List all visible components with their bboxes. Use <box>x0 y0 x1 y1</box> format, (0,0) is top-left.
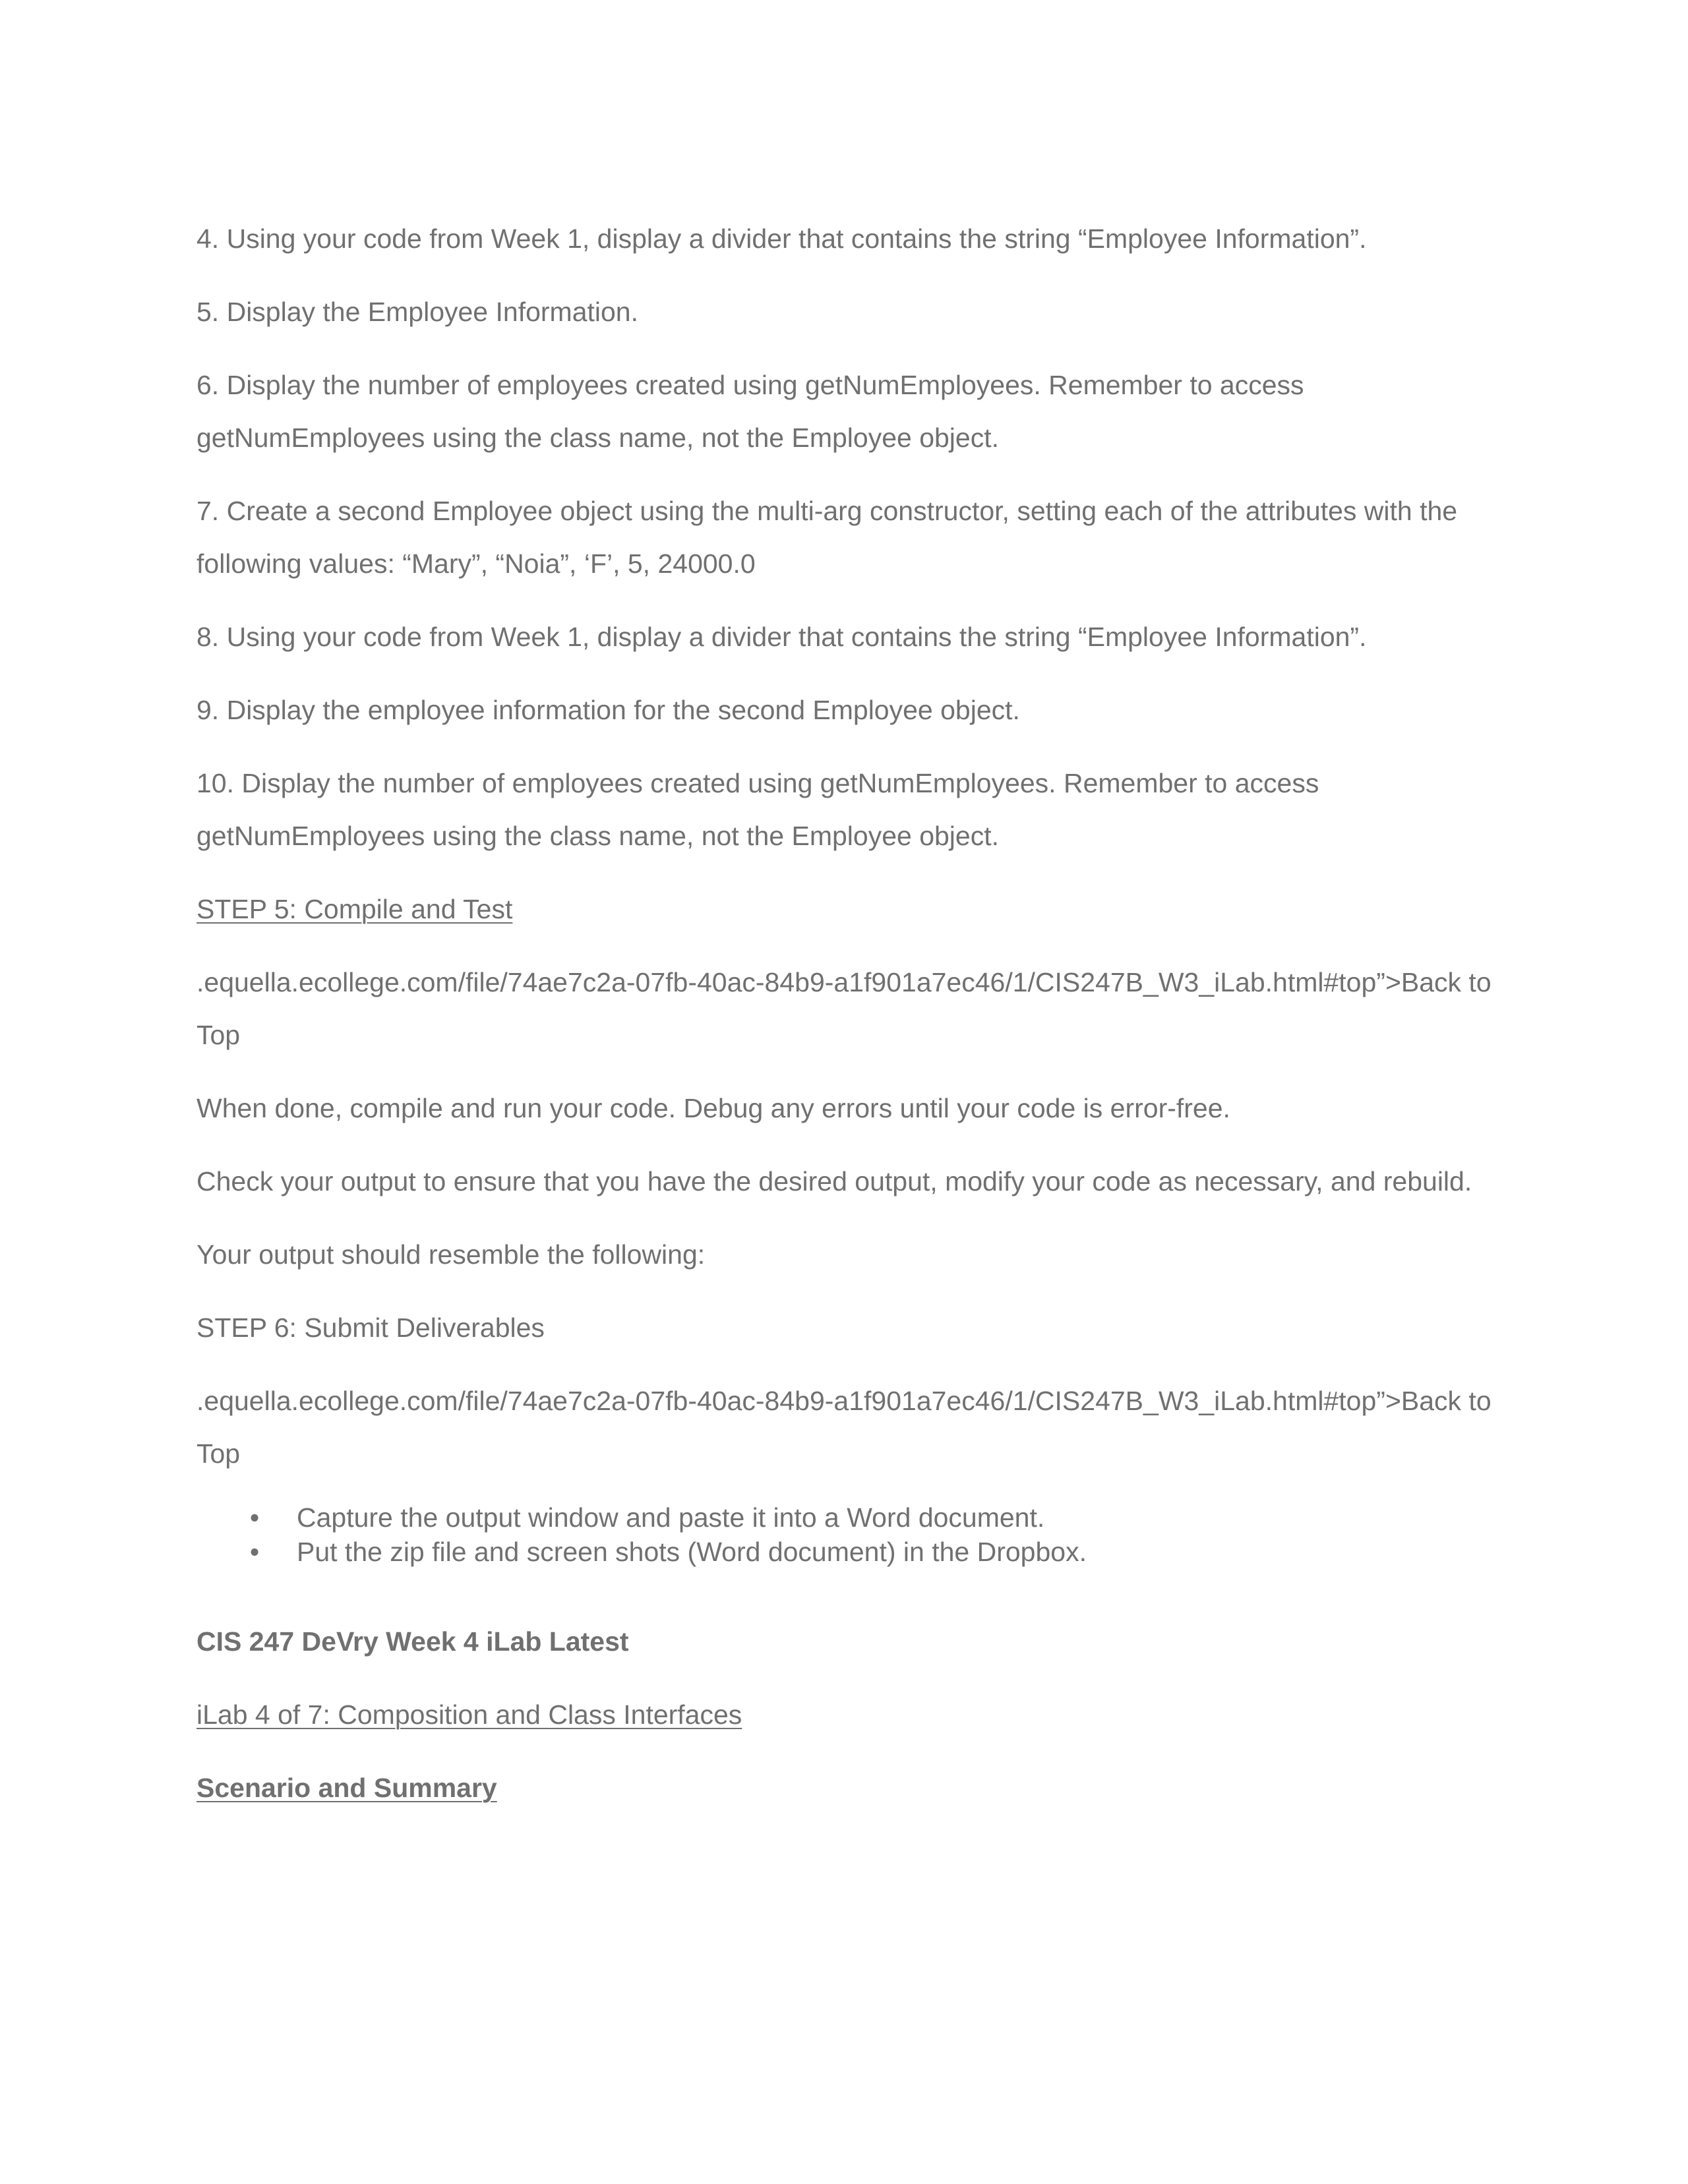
week4-title: CIS 247 DeVry Week 4 iLab Latest <box>196 1626 629 1657</box>
step-item-4: 4. Using your code from Week 1, display a divider that contains the string “Employee Information”. <box>196 223 1367 254</box>
step5-link[interactable]: STEP 5: Compile and Test <box>196 894 513 924</box>
step-item-6: 6. Display the number of employees created using getNumEmployees. Remember to access getNumEmployees using the class name, not the Employee object. <box>196 370 1304 453</box>
deliverables-list <box>196 1500 1492 1569</box>
step-item-10: 10. Display the number of employees created using getNumEmployees. Remember to access getNumEmployees using the class name, not the Employee object. <box>196 768 1319 851</box>
list-item-text: Capture the output window and paste it into a Word document. <box>297 1502 1045 1533</box>
list-item <box>196 1535 1492 1569</box>
step6-heading: STEP 6: Submit Deliverables <box>196 1313 545 1343</box>
document-page <box>196 212 1492 1835</box>
when-done-paragraph: When done, compile and run your code. Debug any errors until your code is error-free. <box>196 1093 1230 1123</box>
step-item-8: 8. Using your code from Week 1, display a divider that contains the string “Employee Information”. <box>196 622 1367 652</box>
step5-heading[interactable] <box>196 883 1492 935</box>
bullet-icon: • <box>249 1537 260 1567</box>
back-to-top-text-2: .equella.ecollege.com/file/74ae7c2a-07fb-40ac-84b9-a1f901a7ec46/1/CIS247B_W3_iLab.html#top”>Back to Top <box>196 1386 1492 1469</box>
scenario-heading[interactable] <box>196 1761 1492 1814</box>
step-item-9: 9. Display the employee information for the second Employee object. <box>196 695 1020 725</box>
check-output-paragraph: Check your output to ensure that you have the desired output, modify your code as necessary, and rebuild. <box>196 1166 1472 1196</box>
step-item-7: 7. Create a second Employee object using the multi-arg constructor, setting each of the attributes with the following values: “Mary”, “Noia”, ‘F’, 5, 24000.0 <box>196 496 1458 579</box>
output-resemble-paragraph: Your output should resemble the following: <box>196 1239 706 1270</box>
list-item-text: Put the zip file and screen shots (Word document) in the Dropbox. <box>297 1537 1087 1567</box>
ilab4-heading[interactable] <box>196 1688 1492 1741</box>
scenario-link[interactable]: Scenario and Summary <box>196 1773 497 1803</box>
step-item-5: 5. Display the Employee Information. <box>196 297 638 327</box>
list-item <box>196 1500 1492 1535</box>
ilab4-link[interactable]: iLab 4 of 7: Composition and Class Interfaces <box>196 1699 742 1730</box>
back-to-top-text-1: .equella.ecollege.com/file/74ae7c2a-07fb-40ac-84b9-a1f901a7ec46/1/CIS247B_W3_iLab.html#top”>Back to Top <box>196 967 1492 1050</box>
bullet-icon: • <box>249 1502 260 1533</box>
